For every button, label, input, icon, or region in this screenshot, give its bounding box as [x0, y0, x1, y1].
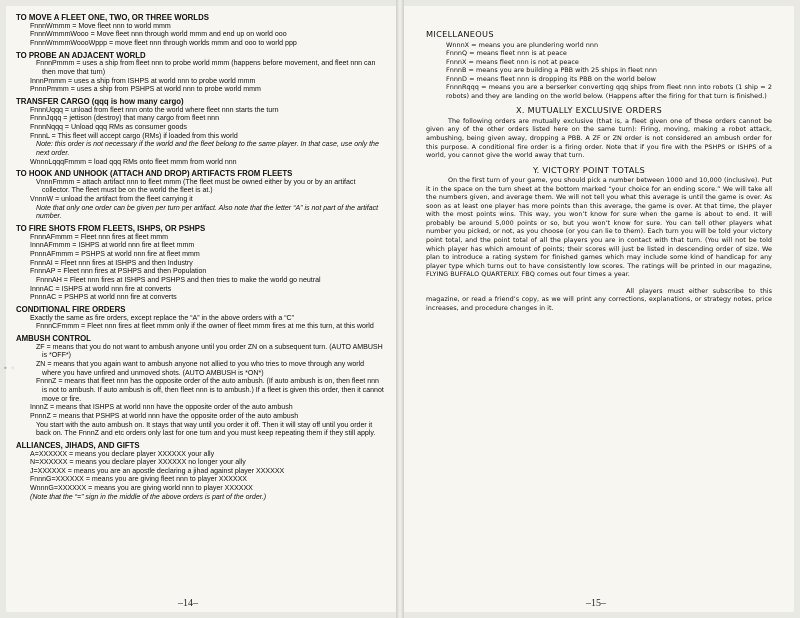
order-line: VnnnW = unload the artifact from the fleet carrying it [30, 196, 193, 204]
order-line: N=XXXXXX = means you declare player XXXXXX no longer your ally [30, 459, 246, 467]
page-number: –15– [586, 598, 606, 609]
order-line: FnnnWmmmWoooWppp = move fleet nnn through worlds mmm and ooo to world ppp [30, 39, 297, 47]
order-line: FnnnJqqq = jettison (destroy) that many cargo from fleet nnn [30, 115, 219, 123]
order-note: Note: this order is not necessary if the world and the fleet belong to the same player. In that case, use only the next order. [36, 141, 379, 157]
margin-mark: • ◦ [3, 364, 15, 373]
order-line: FnnnB = means you are building a PBB with 25 ships in fleet nnn [446, 66, 658, 75]
order-line: FnnnG=XXXXXX = means you are giving fleet nnn to player XXXXXX [30, 476, 248, 484]
order-line: InnnPmmm = uses a ship from ISHPS at world nnn to probe world mmm [30, 77, 256, 85]
order-line: FnnnAI = Fleet nnn fires at ISHPS and then Industry [30, 259, 193, 267]
section-heading: TO HOOK AND UNHOOK (ATTACH AND DROP) ARTIFACTS FROM FLEETS [16, 169, 293, 179]
order-line: PnnnAC = PSHPS at world nnn fire at converts [30, 294, 177, 302]
order-line: FnnnQ = means fleet nnn is at peace [446, 49, 567, 58]
section-heading: ALLIANCES, JIHADS, AND GIFTS [16, 440, 140, 450]
order-line: FnnnAH = Fleet nnn fires at ISHPS and PSHPS and then tries to make the world go neutral [36, 277, 321, 285]
order-line: Exactly the same as fire orders, except replace the “A” in the above orders with a “C” [30, 314, 294, 322]
section-heading: X. MUTUALLY EXCLUSIVE ORDERS [515, 105, 663, 116]
order-line: WnnnG=XXXXXX = means you are giving world nnn to player XXXXXX [30, 485, 253, 493]
order-line: ZN = means that you again want to ambush anyone not allied to you who tries to move through any world where you have unfired and unmoved shots. (AUTO AMBUSH is *ON*) [36, 360, 365, 377]
order-line: A=XXXXXX = means you declare player XXXXXX your ally [30, 450, 215, 458]
order-line: FnnnCFmmm = Fleet nnn fires at fleet mmm only if the owner of fleet mmm fires at me this turn, at this world [36, 323, 374, 331]
order-note: (Note that the “=” sign in the middle of the above orders is part of the order.) [30, 493, 267, 501]
order-line: PnnnPmmm = uses a ship from PSHPS at world nnn to probe world mmm [30, 86, 261, 94]
order-line: FnnnUqqq = unload from fleet nnn onto the world where fleet nnn starts the turn [30, 106, 279, 114]
section-heading: TO MOVE A FLEET ONE, TWO, OR THREE WORLDS [16, 13, 209, 22]
order-line: FnnnAP = Fleet nnn fires at PSHPS and then Population [30, 268, 207, 276]
order-line: FnnnPmmm = uses a ship from fleet nnn to probe world mmm (happens before movement, and fleet nnn can then move that turn) [36, 60, 376, 76]
left-column [16, 14, 384, 502]
order-line: FnnnAFmmm = Fleet nnn fires at fleet mmm [30, 233, 169, 241]
order-line: WnnnLqqqFmmm = load qqq RMs onto fleet mmm from world nnn [30, 158, 237, 166]
section-heading: MICELLANEOUS [426, 29, 494, 39]
right-column [426, 30, 772, 312]
order-line: FnnnNqqq = Unload qqq RMs as consumer goods [30, 123, 187, 131]
section-heading: TRANSFER CARGO (qqq is how many cargo) [16, 96, 184, 106]
order-line: PnnnAFmmm = PSHPS at world nnn fire at fleet mmm [30, 251, 200, 259]
order-line: PnnnZ = means that PSHPS at world nnn have the opposite order of the auto ambush [30, 412, 299, 420]
body-paragraph: On the first turn of your game, you should pick a number between 1000 and 10,000 (inclusive). Put it in the space on the turn sheet at the bottom marked “your choice for an ending score.” We will take all the numbers given, and average them. We will not tell you what this average is until the game is over. As soon as at least one player has more points than this average, the game is over. At that time, the player with the most points wins. This way, you won’t know for sure when the game is about to end. It will probably be around 5,000 points or so, but you won’t know for sure. You can tell other players what number you picked, or not, as you choose (or you can lie to them). Each turn you will be told your victory point total, and the point total of all the players you are in contact with that turn. (You will not be told which player has which amount of points; their scores will just be listed in descending order of size. We plan to introduce a rating system for finished games which may include some kind of handicap for any player type which turns out to have consistently low scores. The ratings will be printed in our magazine, FLYING BUFFALO QUARTERLY. FBQ comes out four times a year. [426, 176, 772, 279]
section-heading: Y. VICTORY POINT TOTALS [532, 164, 646, 175]
order-line: FnnnWmmmWooo = Move fleet nnn through world mmm and end up on world ooo [30, 31, 287, 39]
section-heading: TO FIRE SHOTS FROM FLEETS, ISHPS, OR PSHPS [16, 224, 206, 234]
order-line: InnnZ = means that ISHPS at world nnn have the opposite order of the auto ambush [30, 404, 293, 412]
order-line: FnnnZ = means that fleet nnn has the opposite order of the auto ambush. (If auto ambush is on, then fleet nnn is not to ambush. If auto ambush is off, then fleet nnn is to ambush.) If a fleet is given this order, then it cannot move or fire. [36, 378, 384, 403]
section-heading: AMBUSH CONTROL [16, 333, 91, 343]
order-line: FnnnX = means fleet nnn is not at peace [446, 57, 579, 66]
order-line: InnnAC = ISHPS at world nnn fire at converts [30, 285, 172, 293]
order-line: FnnnD = means fleet nnn is dropping its PBB on the world below [446, 74, 656, 83]
order-line: WnnnX = means you are plundering world nnn [446, 40, 599, 49]
order-line: InnnAFmmm = ISHPS at world nnn fire at fleet mmm [30, 242, 195, 250]
order-line: FnnnL = This fleet will accept cargo (RMs) if loaded from this world [30, 132, 238, 140]
body-paragraph: The following orders are mutually exclusive (that is, a fleet given one of these orders cannot be given any of the other orders listed here on the same turn): Firing, moving, making a robot attack, ambushing, being given away, dropping a PBB. A ZF or ZN order is not considered an ambush order for this purpose. A conditional fire order is a firing order. Note that if you fire with the PSHPS or ISHPS of a world, you cannot give the world away that turn. [426, 116, 772, 160]
order-line: VnnnFmmm = attach artifact nnn to fleet mmm (The fleet must be owned either by you or by an artifact collector. The fleet must be on the world the fleet is at.) [36, 178, 356, 195]
order-line: J=XXXXXX = means you are an apostle declaring a jihad against player XXXXXX [30, 467, 285, 475]
order-line: You start with the auto ambush on. It stays that way until you order it off. Then it will stay off until you order it back on. The FnnnZ and etc orders only last for one turn and you must keep repeating them if they still apply. [36, 421, 376, 438]
order-line: FnnnWmmm = Move fleet nnn to world mmm [30, 22, 171, 30]
book-gutter [396, 0, 404, 618]
body-paragraph: All players must either subscribe to this magazine, or read a friend’s copy, as we will print any corrections, explanations, or strategy notes, price increases, and procedure changes in it. [426, 286, 772, 312]
page-number: –14– [178, 598, 198, 609]
order-line: ZF = means that you do not want to ambush anyone until you order ZN on a subsequent turn. (AUTO AMBUSH is *OFF*) [36, 343, 383, 360]
order-note: Note that only one order can be given per turn per artifact. Also note that the letter “A” is not part of the artifact number. [36, 204, 379, 221]
order-line: FnnnRqqq = means you are a berserker converting qqq ships from fleet nnn into robots (1 ship = 2 robots) and they are landing on the world below. (Happens after the firing for that turn is finished.) [446, 83, 772, 100]
section-heading: CONDITIONAL FIRE ORDERS [16, 305, 126, 314]
section-heading: TO PROBE AN ADJACENT WORLD [16, 50, 146, 60]
